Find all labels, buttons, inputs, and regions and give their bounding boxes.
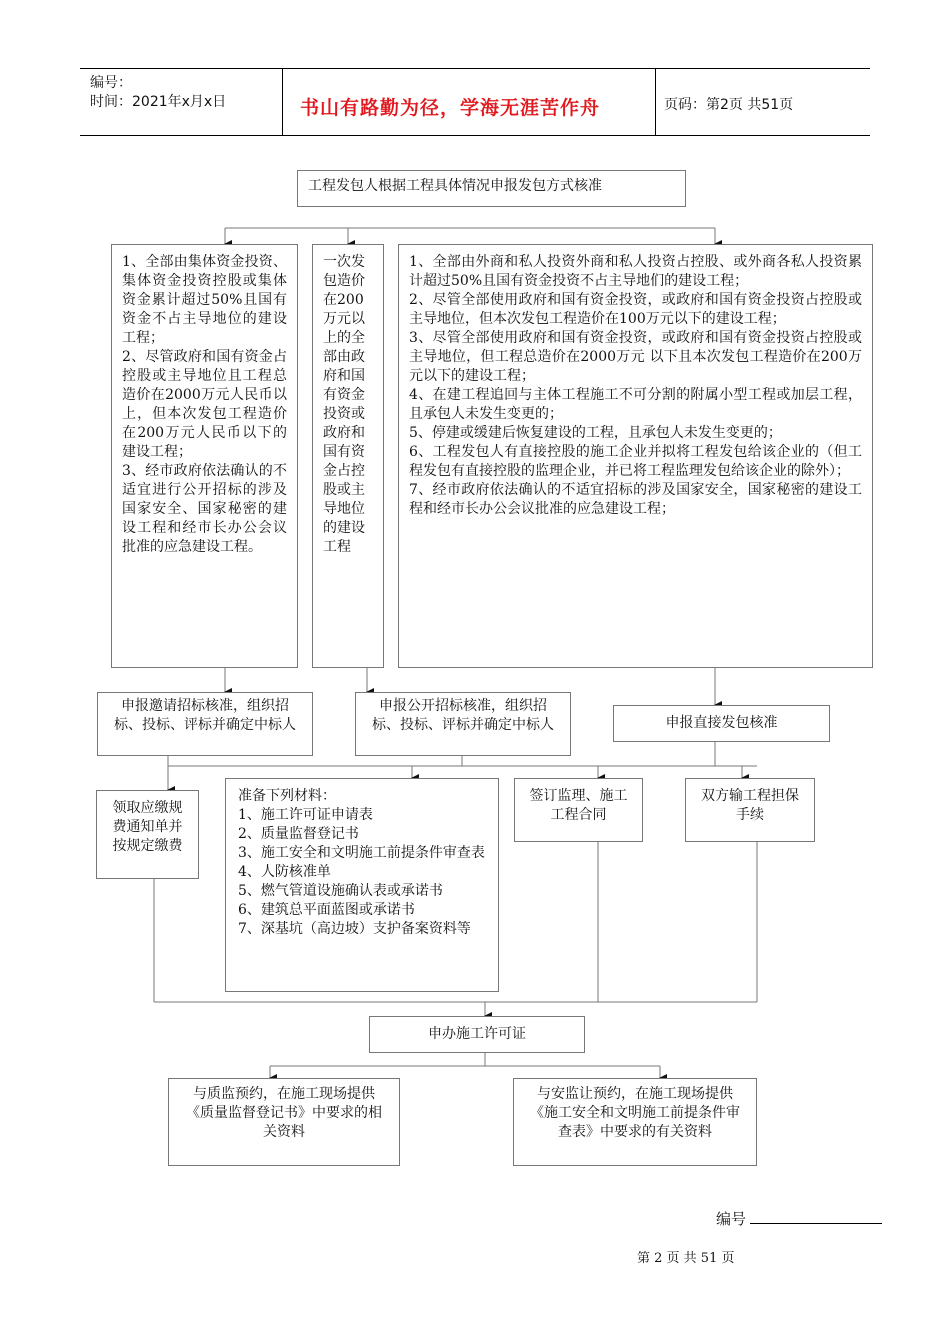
guarantee-box: 双方输工程担保手续 — [685, 778, 815, 842]
permit-box: 申办施工许可证 — [369, 1016, 585, 1053]
header-number-label: 编号： — [90, 75, 132, 91]
material-item-2: 2、质量监督登记书 — [238, 826, 359, 842]
material-item-6: 6、建筑总平面蓝图或承诺书 — [238, 902, 415, 918]
material-item-3: 3、施工安全和文明施工前提条件审查表 — [238, 845, 485, 861]
footer-number-underline — [750, 1223, 882, 1224]
fee-box: 领取应缴规费通知单并按规定缴费 — [96, 790, 199, 879]
top-box: 工程发包人根据工程具体情况申报发包方式核准 — [297, 170, 686, 207]
header-motto: 书山有路勤为径，学海无涯苦作舟 — [300, 97, 601, 119]
material-item-5: 5、燃气管道设施确认表或承诺书 — [238, 883, 443, 899]
open-bid-box: 申报公开招标核准，组织招标、投标、评标并确定中标人 — [355, 692, 571, 756]
footer-page-number: 第 2 页 共 51 页 — [637, 1251, 735, 1266]
right-item-1: 1、全部由外商和私人投资外商和私人投资占控股、或外商各私人投资累计超过50%且国有资金投资不占主导地们的建设工程； — [409, 254, 862, 289]
right-item-7: 7、经市政府依法确认的不适宜招标的涉及国家安全，国家秘密的建设工程和经市长办公会议批准的应急建设工程； — [409, 482, 862, 517]
left-item-3: 3、经市政府依法确认的不适宜进行公开招标的涉及国家安全、国家秘密的建设工程和经市长办公会议批准的应急建设工程。 — [122, 463, 287, 555]
material-item-7: 7、深基坑（高边坡）支护备案资料等 — [238, 921, 471, 937]
header-date: 时间：2021年x月x日 — [90, 94, 227, 110]
right-column-box — [398, 244, 873, 668]
header-page-info: 页码：第2页 共51页 — [664, 97, 794, 113]
safety-box: 与安监让预约，在施工现场提供《施工安全和文明施工前提条件审查表》中要求的有关资料 — [513, 1078, 757, 1166]
invite-bid-box: 申报邀请招标核准，组织招标、投标、评标并确定中标人 — [97, 692, 313, 756]
contract-box: 签订监理、施工工程合同 — [514, 778, 643, 842]
materials-box — [225, 778, 499, 992]
right-item-2: 2、尽管全部使用政府和国有资金投资，或政府和国有资金投资占控股或主导地位，但本次发包工程造价在100万元以下的建设工程； — [409, 292, 862, 327]
footer-number-label: 编号 — [716, 1210, 747, 1228]
materials-title: 准备下列材料： — [238, 788, 336, 804]
right-item-6: 6、工程发包人有直接控股的施工企业并拟将工程发包给该企业的（但工程发包有直接控股的监理企业，并已将工程监理发包给该企业的除外）； — [409, 444, 862, 479]
quality-box: 与质监预约，在施工现场提供《质量监督登记书》中要求的相关资料 — [168, 1078, 400, 1166]
left-column-box — [111, 244, 298, 668]
right-item-4: 4、在建工程追回与主体工程施工不可分割的附属小型工程或加层工程，且承包人未发生变更的； — [409, 387, 862, 422]
direct-contract-box: 申报直接发包核准 — [613, 705, 830, 742]
right-item-3: 3、尽管全部使用政府和国有资金投资，或政府和国有资金投资占控股或主导地位，但工程总造价在2000万元 以下且本次发包工程造价在200万元以下的建设工程； — [409, 330, 862, 384]
left-item-1: 1、全部由集体资金投资、集体资金投资控股或集体资金累计超过50%且国有资金不占主导地位的建设工程； — [122, 254, 287, 346]
material-item-1: 1、施工许可证申请表 — [238, 807, 373, 823]
right-item-5: 5、停建或缓建后恢复建设的工程，且承包人未发生变更的； — [409, 425, 782, 441]
material-item-4: 4、人防核准单 — [238, 864, 331, 880]
left-item-2: 2、尽管政府和国有资金占控股或主导地位且工程总造价在2000万元人民币以上，但本次发包工程造价在200万元人民币以下的建设工程； — [122, 349, 287, 460]
middle-column-box: 一次发包造价在200万元以上的全部由政府和国有资金投资或政府和国有资金占控股或主导地位的建设工程 — [312, 244, 384, 668]
